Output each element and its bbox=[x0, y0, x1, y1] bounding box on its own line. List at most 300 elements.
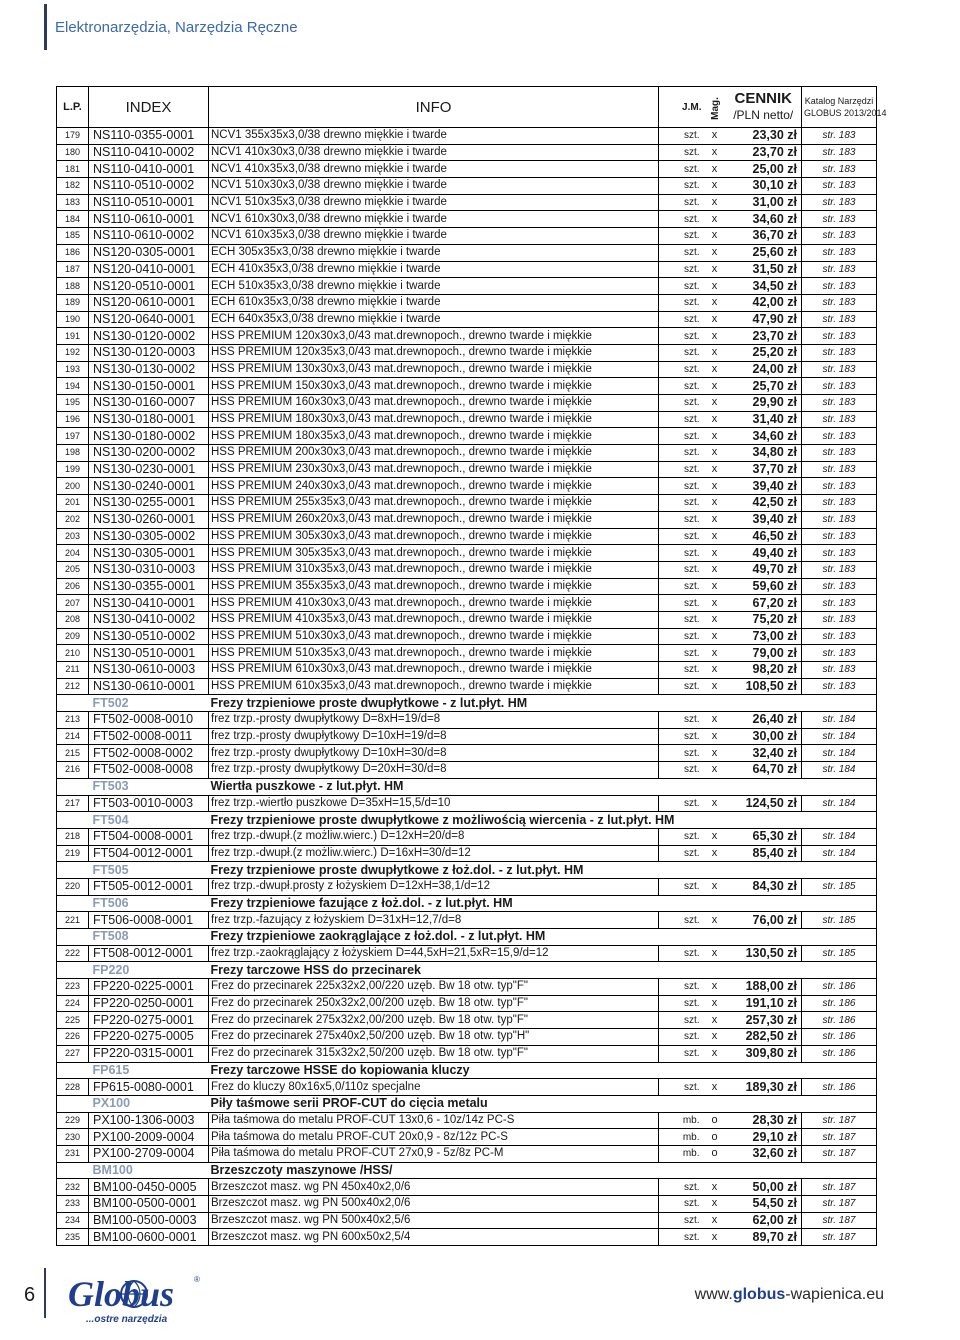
cell-mag: x bbox=[704, 945, 726, 962]
cell-jm: szt. bbox=[659, 344, 704, 361]
cell-info: HSS PREMIUM 355x35x3,0/43 mat.drewnopoch., drewno twarde i miękkie bbox=[209, 578, 659, 595]
table-row bbox=[57, 712, 877, 729]
cell-lp: 186 bbox=[57, 244, 89, 261]
cell-info: Frez do przecinarek 315x32x2,50/200 uzęb. Bw 18 otw. typ"F" bbox=[209, 1045, 659, 1062]
table-row bbox=[57, 1029, 877, 1046]
cell-info: Brzeszczot masz. wg PN 600x50x2,5/4 bbox=[209, 1229, 659, 1246]
table-row bbox=[57, 194, 877, 211]
cell-info: HSS PREMIUM 305x30x3,0/43 mat.drewnopoch., drewno twarde i miękkie bbox=[209, 528, 659, 545]
cell-jm bbox=[659, 929, 704, 946]
cell-catalog-page: str. 183 bbox=[802, 495, 877, 512]
cell-mag: x bbox=[704, 178, 726, 195]
cell-mag: x bbox=[704, 1079, 726, 1096]
cell-jm: szt. bbox=[659, 1029, 704, 1046]
cell-index: FT505-0012-0001 bbox=[89, 878, 209, 895]
cell-catalog-page bbox=[802, 895, 877, 912]
cell-catalog-page: str. 186 bbox=[802, 1029, 877, 1046]
cell-index: NS130-0410-0001 bbox=[89, 595, 209, 612]
cell-price: 39,40 zł bbox=[726, 478, 802, 495]
table-row bbox=[57, 1196, 877, 1213]
cell-jm: mb. bbox=[659, 1145, 704, 1162]
cell-index: FP220-0315-0001 bbox=[89, 1045, 209, 1062]
cell-info: HSS PREMIUM 180x35x3,0/43 mat.drewnopoch., drewno twarde i miękkie bbox=[209, 428, 659, 445]
section-code: FT504 bbox=[92, 812, 129, 827]
cell-lp: 234 bbox=[57, 1212, 89, 1229]
cell-lp: 215 bbox=[57, 745, 89, 762]
cell-index: BM100-0500-0001 bbox=[89, 1196, 209, 1213]
table-row bbox=[57, 645, 877, 662]
cell-jm: szt. bbox=[659, 645, 704, 662]
cell-price: 47,90 zł bbox=[726, 311, 802, 328]
section-header-row bbox=[57, 1095, 877, 1112]
cell-catalog-page: str. 183 bbox=[802, 678, 877, 695]
cell-jm: szt. bbox=[659, 595, 704, 612]
cell-catalog-page bbox=[802, 778, 877, 795]
cell-info: ECH 640x35x3,0/38 drewno miękkie i twarde bbox=[209, 311, 659, 328]
cell-catalog-page: str. 183 bbox=[802, 478, 877, 495]
cell-jm: szt. bbox=[659, 311, 704, 328]
cell-jm: szt. bbox=[659, 228, 704, 245]
cell-mag: x bbox=[704, 545, 726, 562]
cell-index: NS130-0130-0002 bbox=[89, 361, 209, 378]
cell-jm bbox=[659, 862, 704, 879]
cell-lp: 181 bbox=[57, 161, 89, 178]
cell-index: NS110-0510-0001 bbox=[89, 194, 209, 211]
cell-price: 32,40 zł bbox=[726, 745, 802, 762]
cell-lp: 230 bbox=[57, 1129, 89, 1146]
cell-lp: 212 bbox=[57, 678, 89, 695]
cell-info: NCV1 510x30x3,0/38 drewno miękkie i twarde bbox=[209, 178, 659, 195]
cell-jm: szt. bbox=[659, 578, 704, 595]
table-row bbox=[57, 395, 877, 412]
cell-mag bbox=[704, 895, 726, 912]
cell-price: 25,70 zł bbox=[726, 378, 802, 395]
cell-index: FT502-0008-0011 bbox=[89, 728, 209, 745]
cell-mag: x bbox=[704, 678, 726, 695]
cell-lp: 207 bbox=[57, 595, 89, 612]
cell-info: Frez do kluczy 80x16x5,0/110z specjalne bbox=[209, 1079, 659, 1096]
cell-info: NCV1 355x35x3,0/38 drewno miękkie i twarde bbox=[209, 128, 659, 145]
cell-index: NS110-0610-0002 bbox=[89, 228, 209, 245]
cell-price: 31,00 zł bbox=[726, 194, 802, 211]
table-row bbox=[57, 511, 877, 528]
cell-jm: szt. bbox=[659, 411, 704, 428]
cell-lp: 184 bbox=[57, 211, 89, 228]
cell-lp: 231 bbox=[57, 1145, 89, 1162]
cell-catalog-page: str. 185 bbox=[802, 878, 877, 895]
cell-mag: x bbox=[704, 712, 726, 729]
cell-catalog-page bbox=[802, 1095, 877, 1112]
registered-mark: ® bbox=[194, 1275, 200, 1284]
cell-mag: x bbox=[704, 161, 726, 178]
table-row bbox=[57, 495, 877, 512]
cell-catalog-page: str. 183 bbox=[802, 294, 877, 311]
section-code: PX100 bbox=[92, 1096, 131, 1111]
cell-jm: szt. bbox=[659, 762, 704, 779]
section-header-row bbox=[57, 895, 877, 912]
cell-price bbox=[726, 1062, 802, 1079]
cell-catalog-page: str. 183 bbox=[802, 461, 877, 478]
table-row bbox=[57, 595, 877, 612]
cell-info: HSS PREMIUM 160x30x3,0/43 mat.drewnopoch., drewno twarde i miękkie bbox=[209, 395, 659, 412]
cell-mag: x bbox=[704, 1212, 726, 1229]
table-row bbox=[57, 128, 877, 145]
cell-mag: x bbox=[704, 1029, 726, 1046]
cell-info: Piła taśmowa do metalu PROF-CUT 27x0,9 - 5z/8z PC-M bbox=[209, 1145, 659, 1162]
cell-info: ECH 305x35x3,0/38 drewno miękkie i twarde bbox=[209, 244, 659, 261]
cell-price: 84,30 zł bbox=[726, 878, 802, 895]
cell-catalog-page: str. 185 bbox=[802, 912, 877, 929]
cell-catalog-page: str. 184 bbox=[802, 845, 877, 862]
cell-mag: x bbox=[704, 361, 726, 378]
cell-info: HSS PREMIUM 120x30x3,0/43 mat.drewnopoch., drewno twarde i miękkie bbox=[209, 328, 659, 345]
cell-lp: 205 bbox=[57, 561, 89, 578]
table-row bbox=[57, 1129, 877, 1146]
col-header-catalog-title: Katalog Narzędzi bbox=[804, 96, 874, 106]
section-code: BM100 bbox=[92, 1162, 133, 1177]
page-number: 6 bbox=[24, 1284, 36, 1306]
cell-price: 54,50 zł bbox=[726, 1196, 802, 1213]
cell-mag: x bbox=[704, 344, 726, 361]
cell-price: 75,20 zł bbox=[726, 611, 802, 628]
cell-price: 98,20 zł bbox=[726, 662, 802, 679]
cell-lp: 189 bbox=[57, 294, 89, 311]
table-row bbox=[57, 211, 877, 228]
cell-price: 73,00 zł bbox=[726, 628, 802, 645]
cell-lp: 201 bbox=[57, 495, 89, 512]
cell-info: Piła taśmowa do metalu PROF-CUT 20x0,9 - 8z/12z PC-S bbox=[209, 1129, 659, 1146]
section-header-row bbox=[57, 695, 877, 712]
cell-mag bbox=[704, 1162, 726, 1179]
cell-mag: x bbox=[704, 828, 726, 845]
cell-mag: x bbox=[704, 628, 726, 645]
cell-info: Frez do przecinarek 275x40x2,50/200 uzęb. Bw 18 otw. typ"H" bbox=[209, 1029, 659, 1046]
globus-logo bbox=[66, 1270, 216, 1326]
cell-jm bbox=[659, 695, 704, 712]
cell-mag: x bbox=[704, 378, 726, 395]
cell-lp bbox=[57, 812, 89, 829]
cell-info: Frez do przecinarek 225x32x2,00/220 uzęb. Bw 18 otw. typ"F" bbox=[209, 979, 659, 996]
table-row bbox=[57, 428, 877, 445]
cell-index: NS130-0230-0001 bbox=[89, 461, 209, 478]
cell-catalog-page bbox=[802, 812, 877, 829]
cell-jm: szt. bbox=[659, 128, 704, 145]
cell-price: 59,60 zł bbox=[726, 578, 802, 595]
cell-mag: x bbox=[704, 478, 726, 495]
cell-jm: szt. bbox=[659, 795, 704, 812]
cell-lp: 214 bbox=[57, 728, 89, 745]
cell-jm: szt. bbox=[659, 278, 704, 295]
cell-mag: x bbox=[704, 745, 726, 762]
cell-info: NCV1 510x35x3,0/38 drewno miękkie i twarde bbox=[209, 194, 659, 211]
cell-info: HSS PREMIUM 260x20x3,0/43 mat.drewnopoch., drewno twarde i miękkie bbox=[209, 511, 659, 528]
section-title: Frezy trzpieniowe fazujące z łoż.dol. - z lut.płyt. HM bbox=[210, 895, 513, 910]
table-row bbox=[57, 361, 877, 378]
cell-catalog-page: str. 183 bbox=[802, 378, 877, 395]
cell-lp: 190 bbox=[57, 311, 89, 328]
cell-lp: 195 bbox=[57, 395, 89, 412]
cell-price: 28,30 zł bbox=[726, 1112, 802, 1129]
cell-catalog-page bbox=[802, 1162, 877, 1179]
cell-mag bbox=[704, 1062, 726, 1079]
cell-mag bbox=[704, 929, 726, 946]
table-row bbox=[57, 662, 877, 679]
cell-info: HSS PREMIUM 610x35x3,0/43 mat.drewnopoch., drewno twarde i miękkie bbox=[209, 678, 659, 695]
cell-info: NCV1 410x30x3,0/38 drewno miękkie i twarde bbox=[209, 144, 659, 161]
table-row bbox=[57, 561, 877, 578]
cell-catalog-page: str. 183 bbox=[802, 278, 877, 295]
cell-price bbox=[726, 895, 802, 912]
cell-catalog-page: str. 186 bbox=[802, 979, 877, 996]
cell-catalog-page bbox=[802, 695, 877, 712]
cell-index: BM100-0450-0005 bbox=[89, 1179, 209, 1196]
cell-price: 65,30 zł bbox=[726, 828, 802, 845]
section-header-row bbox=[57, 1062, 877, 1079]
cell-lp: 199 bbox=[57, 461, 89, 478]
table-row bbox=[57, 578, 877, 595]
cell-lp: 220 bbox=[57, 878, 89, 895]
table-row bbox=[57, 311, 877, 328]
cell-info: frez trzp.-zaokrąglający z łożyskiem D=44,5xH=21,5xR=15,9/d=12 bbox=[209, 945, 659, 962]
cell-mag: x bbox=[704, 1045, 726, 1062]
cell-price: 257,30 zł bbox=[726, 1012, 802, 1029]
cell-jm: szt. bbox=[659, 611, 704, 628]
cell-jm: szt. bbox=[659, 1045, 704, 1062]
table-row bbox=[57, 344, 877, 361]
cell-catalog-page: str. 183 bbox=[802, 128, 877, 145]
cell-info: frez trzp.-prosty dwupłytkowy D=20xH=30/d=8 bbox=[209, 762, 659, 779]
table-row bbox=[57, 228, 877, 245]
cell-lp bbox=[57, 895, 89, 912]
cell-price: 32,60 zł bbox=[726, 1145, 802, 1162]
cell-index: FT502-0008-0010 bbox=[89, 712, 209, 729]
cell-mag: x bbox=[704, 728, 726, 745]
cell-lp: 182 bbox=[57, 178, 89, 195]
cell-mag: x bbox=[704, 244, 726, 261]
cell-price: 191,10 zł bbox=[726, 995, 802, 1012]
cell-catalog-page: str. 183 bbox=[802, 662, 877, 679]
cell-jm: szt. bbox=[659, 678, 704, 695]
cell-info: frez trzp.-wiertło puszkowe D=35xH=15,5/d=10 bbox=[209, 795, 659, 812]
cell-lp: 226 bbox=[57, 1029, 89, 1046]
table-row bbox=[57, 828, 877, 845]
table-row bbox=[57, 144, 877, 161]
cell-jm bbox=[659, 895, 704, 912]
cell-info: NCV1 610x35x3,0/38 drewno miękkie i twarde bbox=[209, 228, 659, 245]
cell-index: NS120-0305-0001 bbox=[89, 244, 209, 261]
cell-index: NS110-0410-0001 bbox=[89, 161, 209, 178]
website-suffix: -wapienica.eu bbox=[785, 1286, 884, 1303]
cell-price: 76,00 zł bbox=[726, 912, 802, 929]
cell-index: NS130-0355-0001 bbox=[89, 578, 209, 595]
table-body bbox=[57, 128, 877, 1246]
cell-index: NS130-0305-0001 bbox=[89, 545, 209, 562]
cell-info: HSS PREMIUM 255x35x3,0/43 mat.drewnopoch., drewno twarde i miękkie bbox=[209, 495, 659, 512]
logo-tagline: ...ostre narzędzia bbox=[86, 1314, 168, 1325]
cell-jm: szt. bbox=[659, 461, 704, 478]
table-row bbox=[57, 261, 877, 278]
cell-info: HSS PREMIUM 510x30x3,0/43 mat.drewnopoch., drewno twarde i miękkie bbox=[209, 628, 659, 645]
cell-price: 309,80 zł bbox=[726, 1045, 802, 1062]
cell-mag: o bbox=[704, 1145, 726, 1162]
cell-info: HSS PREMIUM 180x30x3,0/43 mat.drewnopoch., drewno twarde i miękkie bbox=[209, 411, 659, 428]
cell-catalog-page: str. 183 bbox=[802, 561, 877, 578]
cell-lp: 223 bbox=[57, 979, 89, 996]
cell-info: frez trzp.-fazujący z łożyskiem D=31xH=12,7/d=8 bbox=[209, 912, 659, 929]
cell-index: NS130-0610-0003 bbox=[89, 662, 209, 679]
cell-jm: szt. bbox=[659, 1179, 704, 1196]
cell-jm: szt. bbox=[659, 328, 704, 345]
cell-info: HSS PREMIUM 310x35x3,0/43 mat.drewnopoch., drewno twarde i miękkie bbox=[209, 561, 659, 578]
col-header-price-unit: /PLN netto/ bbox=[733, 108, 794, 122]
cell-index: NS130-0160-0007 bbox=[89, 395, 209, 412]
cell-index: PX100-1306-0003 bbox=[89, 1112, 209, 1129]
cell-catalog-page: str. 183 bbox=[802, 194, 877, 211]
cell-info: frez trzp.-dwupł.prosty z łożyskiem D=12xH=38,1/d=12 bbox=[209, 878, 659, 895]
table-row bbox=[57, 1145, 877, 1162]
cell-info: HSS PREMIUM 130x30x3,0/43 mat.drewnopoch., drewno twarde i miękkie bbox=[209, 361, 659, 378]
cell-index: FP220-0250-0001 bbox=[89, 995, 209, 1012]
cell-catalog-page: str. 183 bbox=[802, 328, 877, 345]
cell-lp: 200 bbox=[57, 478, 89, 495]
section-code: FT508 bbox=[92, 929, 129, 944]
cell-catalog-page: str. 187 bbox=[802, 1129, 877, 1146]
cell-jm: szt. bbox=[659, 428, 704, 445]
price-table bbox=[56, 86, 887, 1246]
cell-index: FT502-0008-0008 bbox=[89, 762, 209, 779]
cell-index: FT503-0010-0003 bbox=[89, 795, 209, 812]
section-title: Frezy trzpieniowe zaokrąglające z łoż.dol. - z lut.płyt. HM bbox=[210, 929, 546, 944]
cell-price: 42,50 zł bbox=[726, 495, 802, 512]
cell-jm: mb. bbox=[659, 1112, 704, 1129]
cell-index: FT506-0008-0001 bbox=[89, 912, 209, 929]
cell-jm: szt. bbox=[659, 178, 704, 195]
cell-price: 124,50 zł bbox=[726, 795, 802, 812]
table-row bbox=[57, 545, 877, 562]
cell-info: Brzeszczot masz. wg PN 500x40x2,0/6 bbox=[209, 1196, 659, 1213]
cell-mag: x bbox=[704, 428, 726, 445]
cell-price: 39,40 zł bbox=[726, 511, 802, 528]
cell-info: frez trzp.-dwupł.(z możliw.wierc.) D=16xH=30/d=12 bbox=[209, 845, 659, 862]
cell-price bbox=[726, 695, 802, 712]
cell-mag: x bbox=[704, 1179, 726, 1196]
cell-catalog-page: str. 183 bbox=[802, 445, 877, 462]
cell-lp: 197 bbox=[57, 428, 89, 445]
cell-mag: x bbox=[704, 561, 726, 578]
cell-mag: x bbox=[704, 228, 726, 245]
cell-price: 42,00 zł bbox=[726, 294, 802, 311]
cell-catalog-page bbox=[802, 929, 877, 946]
cell-mag: x bbox=[704, 461, 726, 478]
col-header-info: INFO bbox=[209, 87, 659, 128]
col-header-mag-label: Mag. bbox=[709, 97, 721, 120]
cell-lp bbox=[57, 1062, 89, 1079]
cell-index: FP220-0225-0001 bbox=[89, 979, 209, 996]
cell-catalog-page: str. 184 bbox=[802, 828, 877, 845]
table-row bbox=[57, 461, 877, 478]
cell-catalog-page: str. 187 bbox=[802, 1229, 877, 1246]
cell-lp: 232 bbox=[57, 1179, 89, 1196]
cell-info: Frez do przecinarek 250x32x2,00/200 uzęb. Bw 18 otw. typ"F" bbox=[209, 995, 659, 1012]
section-header-row bbox=[57, 862, 877, 879]
cell-mag bbox=[704, 695, 726, 712]
cell-index: NS110-0355-0001 bbox=[89, 128, 209, 145]
section-title: Frezy trzpieniowe proste dwupłytkowe z możliwością wiercenia - z lut.płyt. HM bbox=[210, 812, 675, 827]
cell-index: NS110-0610-0001 bbox=[89, 211, 209, 228]
cell-price: 49,40 zł bbox=[726, 545, 802, 562]
website-link[interactable] bbox=[695, 1286, 884, 1304]
section-title: Wiertła puszkowe - z lut.płyt. HM bbox=[210, 779, 404, 794]
cell-price bbox=[726, 778, 802, 795]
cell-jm: szt. bbox=[659, 545, 704, 562]
cell-mag: x bbox=[704, 395, 726, 412]
cell-price: 31,50 zł bbox=[726, 261, 802, 278]
cell-info: HSS PREMIUM 120x35x3,0/43 mat.drewnopoch., drewno twarde i miękkie bbox=[209, 344, 659, 361]
cell-catalog-page: str. 183 bbox=[802, 311, 877, 328]
cell-mag: x bbox=[704, 528, 726, 545]
cell-price: 34,50 zł bbox=[726, 278, 802, 295]
cell-index: NS110-0510-0002 bbox=[89, 178, 209, 195]
cell-lp: 222 bbox=[57, 945, 89, 962]
cell-price: 37,70 zł bbox=[726, 461, 802, 478]
cell-catalog-page: str. 183 bbox=[802, 211, 877, 228]
cell-lp: 183 bbox=[57, 194, 89, 211]
cell-lp: 221 bbox=[57, 912, 89, 929]
cell-mag: x bbox=[704, 979, 726, 996]
cell-index: NS130-0150-0001 bbox=[89, 378, 209, 395]
cell-price: 25,00 zł bbox=[726, 161, 802, 178]
cell-index: NS130-0610-0001 bbox=[89, 678, 209, 695]
cell-catalog-page: str. 184 bbox=[802, 762, 877, 779]
cell-mag: x bbox=[704, 211, 726, 228]
table-row bbox=[57, 328, 877, 345]
cell-lp: 194 bbox=[57, 378, 89, 395]
cell-price: 188,00 zł bbox=[726, 979, 802, 996]
cell-info: Frez do przecinarek 275x32x2,00/200 uzęb. Bw 18 otw. typ"F" bbox=[209, 1012, 659, 1029]
cell-price: 30,00 zł bbox=[726, 728, 802, 745]
cell-price: 282,50 zł bbox=[726, 1029, 802, 1046]
cell-lp: 224 bbox=[57, 995, 89, 1012]
cell-index: FT504-0008-0001 bbox=[89, 828, 209, 845]
cell-price: 25,20 zł bbox=[726, 344, 802, 361]
cell-lp: 208 bbox=[57, 611, 89, 628]
cell-lp: 179 bbox=[57, 128, 89, 145]
cell-index: NS130-0410-0002 bbox=[89, 611, 209, 628]
section-header-row bbox=[57, 812, 877, 829]
cell-catalog-page: str. 186 bbox=[802, 995, 877, 1012]
table-row bbox=[57, 762, 877, 779]
website-prefix: www. bbox=[694, 1286, 733, 1303]
cell-catalog-page: str. 185 bbox=[802, 945, 877, 962]
cell-jm: mb. bbox=[659, 1129, 704, 1146]
cell-mag bbox=[704, 962, 726, 979]
cell-mag: x bbox=[704, 328, 726, 345]
cell-mag: x bbox=[704, 1196, 726, 1213]
cell-lp: 202 bbox=[57, 511, 89, 528]
cell-index: NS110-0410-0002 bbox=[89, 144, 209, 161]
cell-jm: szt. bbox=[659, 511, 704, 528]
cell-index: NS120-0640-0001 bbox=[89, 311, 209, 328]
cell-info: HSS PREMIUM 230x30x3,0/43 mat.drewnopoch., drewno twarde i miękkie bbox=[209, 461, 659, 478]
cell-price: 50,00 zł bbox=[726, 1179, 802, 1196]
cell-lp: 219 bbox=[57, 845, 89, 862]
cell-jm: szt. bbox=[659, 828, 704, 845]
table-row bbox=[57, 611, 877, 628]
table-row bbox=[57, 1012, 877, 1029]
cell-index: FP220-0275-0005 bbox=[89, 1029, 209, 1046]
col-header-catalog bbox=[802, 87, 887, 128]
cell-jm: szt. bbox=[659, 144, 704, 161]
